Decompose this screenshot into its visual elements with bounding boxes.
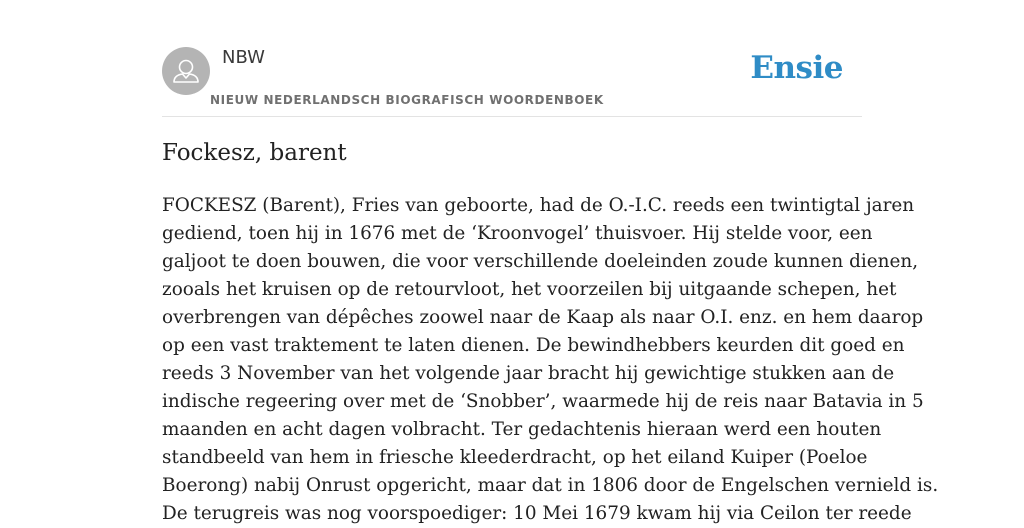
article-text-line: standbeeld van hem in friesche kleederdracht, op het eiland Kuiper (Poeloe [162, 447, 868, 468]
article-text-line: indische regeering over met de ‘Snobber’, waarmede hij de reis naar Batavia in 5 [162, 391, 924, 412]
user-icon [162, 47, 210, 95]
article-text-line: reeds 3 November van het volgende jaar bracht hij gewichtige stukken aan de [162, 363, 895, 384]
ensie-logo-link[interactable]: Ensie [750, 50, 843, 86]
article-text-line: De terugreis was nog voorspoediger: 10 Mei 1679 kwam hij via Ceilon ter reede [162, 503, 912, 524]
article-text-line: Boerong) nabij Onrust opgericht, maar dat in 1806 door de Engelschen vernield is. [162, 475, 939, 496]
article-text-line: galjoot te doen bouwen, die voor verschillende doeleinden zoude kunnen dienen, [162, 251, 919, 272]
article-text-line: maanden en acht dagen volbracht. Ter gedachtenis hieraan werd een houten [162, 419, 882, 440]
article-body [162, 192, 939, 528]
article-text-line: gediend, toen hij in 1676 met de ‘Kroonvogel’ thuisvoer. Hij stelde voor, een [162, 223, 873, 244]
article-title: Fockesz, barent [162, 140, 347, 166]
article-text-line: FOCKESZ (Barent), Fries van geboorte, had de O.-I.C. reeds een twintigtal jaren [162, 195, 915, 216]
article-text-line: overbrengen van dépêches zoowel naar de Kaap als naar O.I. enz. en hem daarop [162, 307, 924, 328]
source-header [162, 46, 862, 117]
avatar[interactable] [162, 47, 210, 95]
article-text-line: op een vast traktement te laten dienen. De bewindhebbers keurden dit goed en [162, 335, 905, 356]
source-subtitle: NIEUW NEDERLANDSCH BIOGRAFISCH WOORDENBOEK [210, 93, 604, 107]
source-name-link[interactable]: NBW [222, 47, 265, 68]
article-text-line: zooals het kruisen op de retourvloot, het voorzeilen bij uitgaande schepen, het [162, 279, 897, 300]
